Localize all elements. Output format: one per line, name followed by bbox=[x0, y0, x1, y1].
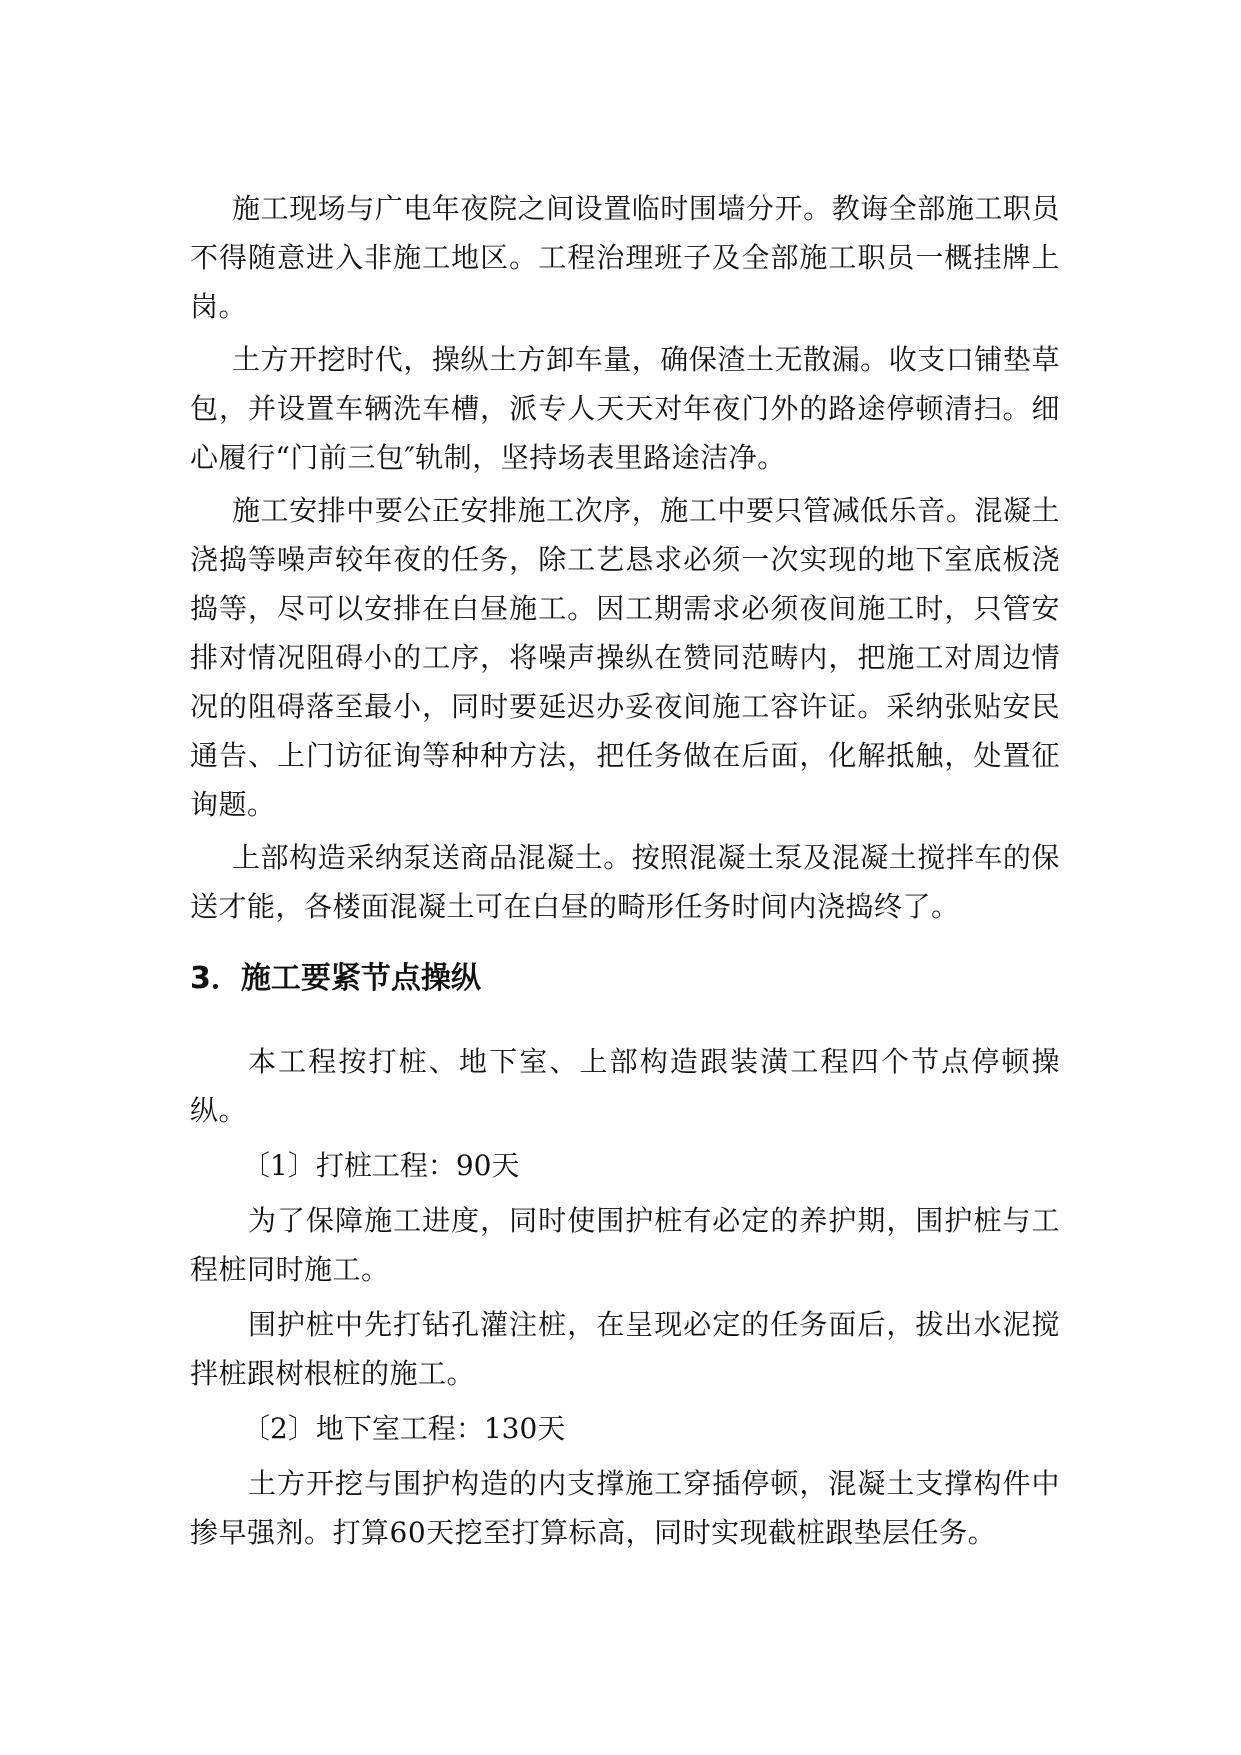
paragraph-basement-excavation: 土方开挖与围护构造的内支撑施工穿插停顿，混凝土支撑构件中掺早强剂。打算60天挖至打算标高，同时实现截桩跟垫层任务。 bbox=[190, 1467, 1060, 1549]
paragraph-intro: 本工程按打桩、地下室、上部构造跟装潢工程四个节点停顿操纵。 bbox=[190, 1045, 1060, 1127]
paragraph-piling-order: 围护桩中先打钻孔灌注桩，在呈现必定的任务面后，拔出水泥搅拌桩跟树根桩的施工。 bbox=[190, 1308, 1060, 1390]
paragraph-site-fence: 施工现场与广电年夜院之间设置临时围墙分开。教诲全部施工职员不得随意进入非施工地区。工程治理班子及全部施工职员一概挂牌上岗。 bbox=[190, 192, 1060, 323]
paragraph-noise-control: 施工安排中要公正安排施工次序，施工中要只管减低乐音。混凝土浇捣等噪声较年夜的任务，除工艺恳求必须一次实现的地下室底板浇捣等，尽可以安排在白昼施工。因工期需求必须夜间施工时，只管安排对情况阻碍小的工序，将噪声操纵在赞同范畴内，把施工对周边情况的阻碍落至最小，同时要延迟办妥夜间施工容许证。采纳张贴安民通告、上门访征询等种种方法，把任务做在后面，化解抵触，处置征询题。 bbox=[190, 494, 1060, 821]
item-basement-title: 〔2〕地下室工程：130天 bbox=[242, 1412, 566, 1445]
item-piling-title: 〔1〕打桩工程：90天 bbox=[242, 1149, 520, 1182]
section-heading: 3．施工要紧节点操纵 bbox=[190, 961, 481, 996]
paragraph-piling-progress: 为了保障施工进度，同时使围护桩有必定的养护期，围护桩与工程桩同时施工。 bbox=[190, 1204, 1060, 1286]
document-page bbox=[190, 184, 1060, 1557]
paragraph-concrete-pumping: 上部构造采纳泵送商品混凝土。按照混凝土泵及混凝土搅拌车的保送才能，各楼面混凝土可在白昼的畸形任务时间内浇捣终了。 bbox=[190, 841, 1060, 923]
paragraph-earthwork: 土方开挖时代，操纵土方卸车量，确保渣土无散漏。收支口铺垫草包，并设置车辆洗车槽，派专人天天对年夜门外的路途停顿清扫。细心履行“门前三包″轨制，坚持场表里路途洁净。 bbox=[190, 343, 1060, 474]
